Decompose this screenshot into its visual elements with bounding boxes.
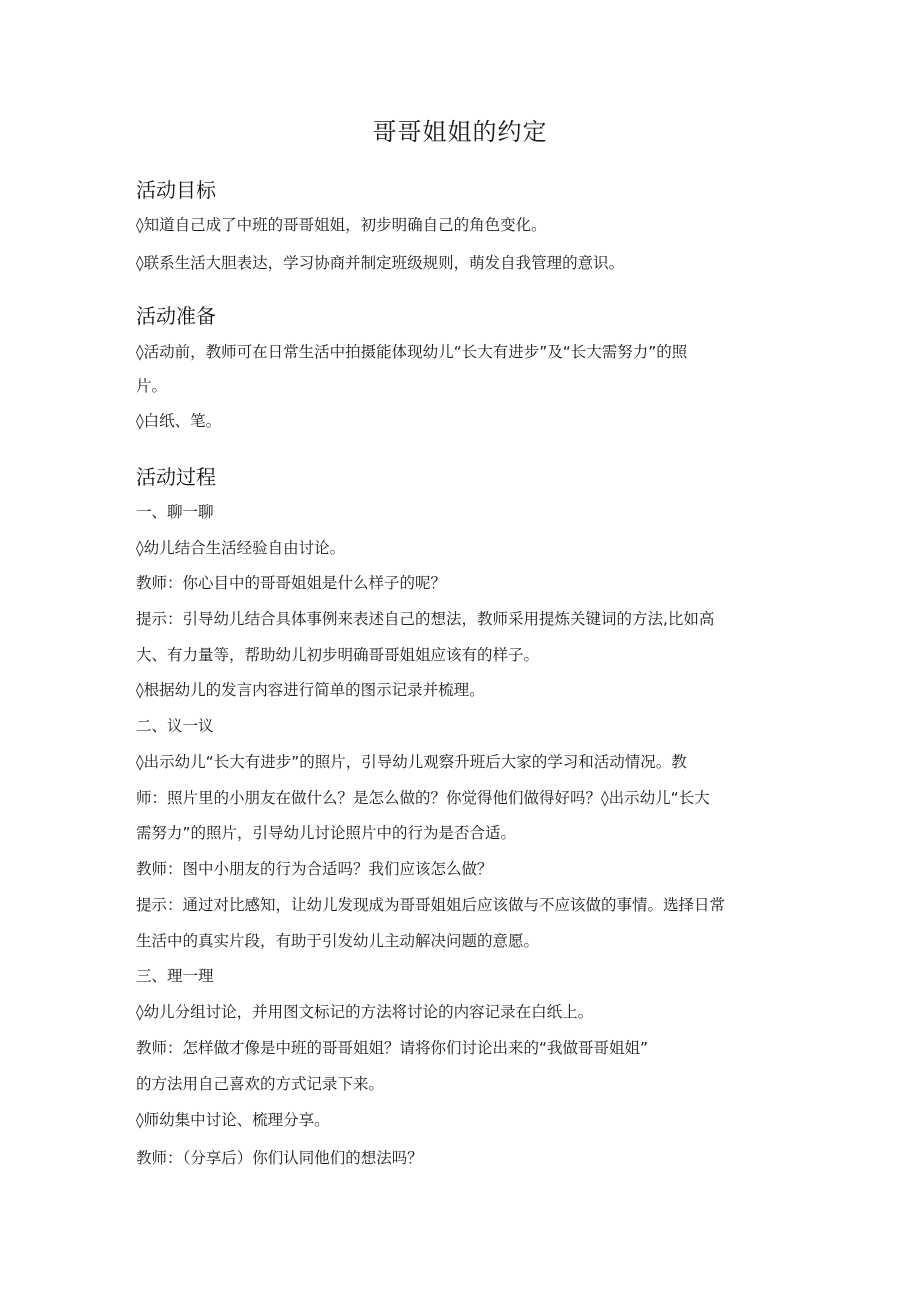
prep-line: ◊白纸、笔。 bbox=[136, 412, 222, 430]
process-line: 二、议一议 bbox=[136, 717, 214, 735]
process-line: 的方法用自己喜欢的方式记录下来。 bbox=[136, 1075, 385, 1093]
process-line: 教师：（分享后）你们认同他们的想法吗？ bbox=[136, 1149, 423, 1167]
process-line: 提示：引导幼儿结合具体事例来表述自己的想法，教师采用提炼关键词的方法,比如高 bbox=[136, 610, 715, 628]
goals-line: ◊知道自己成了中班的哥哥姐姐，初步明确自己的角色变化。 bbox=[136, 216, 547, 234]
document-title: 哥哥姐姐的约定 bbox=[372, 118, 548, 146]
prep-line: ◊活动前，教师可在日常生活中拍摄能体现幼儿“长大有进步”及“长大需努力”的照 bbox=[136, 343, 688, 361]
process-line: 提示：通过对比感知，让幼儿发现成为哥哥姐姐后应该做与不应该做的事情。选择日常 bbox=[136, 896, 726, 914]
process-line: 需努力”的照片，引导幼儿讨论照片中的行为是否合适。 bbox=[136, 824, 517, 842]
goals-line: ◊联系生活大胆表达，学习协商并制定班级规则，萌发自我管理的意识。 bbox=[136, 254, 625, 272]
process-line: 教师：你心目中的哥哥姐姐是什么样子的呢？ bbox=[136, 574, 447, 592]
process-line: 师：照片里的小朋友在做什么？是怎么做的？你觉得他们做得好吗？◊出示幼儿“长大 bbox=[136, 789, 710, 807]
process-line: 教师：怎样做才像是中班的哥哥姐姐？请将你们讨论出来的“我做哥哥姐姐” bbox=[136, 1039, 649, 1057]
process-line: 大、有力量等，帮助幼儿初步明确哥哥姐姐应该有的样子。 bbox=[136, 646, 540, 664]
process-line: ◊幼儿分组讨论，并用图文标记的方法将讨论的内容记录在白纸上。 bbox=[136, 1003, 594, 1021]
process-line: ◊出示幼儿“长大有进步”的照片，引导幼儿观察升班后大家的学习和活动情况。教 bbox=[136, 753, 687, 771]
process-line: 三、理一理 bbox=[136, 967, 214, 985]
process-line: 一、聊一聊 bbox=[136, 503, 214, 521]
process-line: 教师：图中小朋友的行为合适吗？我们应该怎么做？ bbox=[136, 860, 493, 878]
section-heading-process: 活动过程 bbox=[136, 465, 216, 489]
process-line: ◊幼儿结合生活经验自由讨论。 bbox=[136, 539, 346, 557]
process-line: ◊根据幼儿的发言内容进行简单的图示记录并梳理。 bbox=[136, 681, 485, 699]
section-heading-goals: 活动目标 bbox=[136, 178, 216, 202]
process-line: ◊师幼集中讨论、梳理分享。 bbox=[136, 1111, 330, 1129]
section-heading-prep: 活动准备 bbox=[136, 304, 216, 328]
process-line: 生活中的真实片段，有助于引发幼儿主动解决问题的意愿。 bbox=[136, 932, 540, 950]
prep-line: 片。 bbox=[136, 377, 168, 395]
